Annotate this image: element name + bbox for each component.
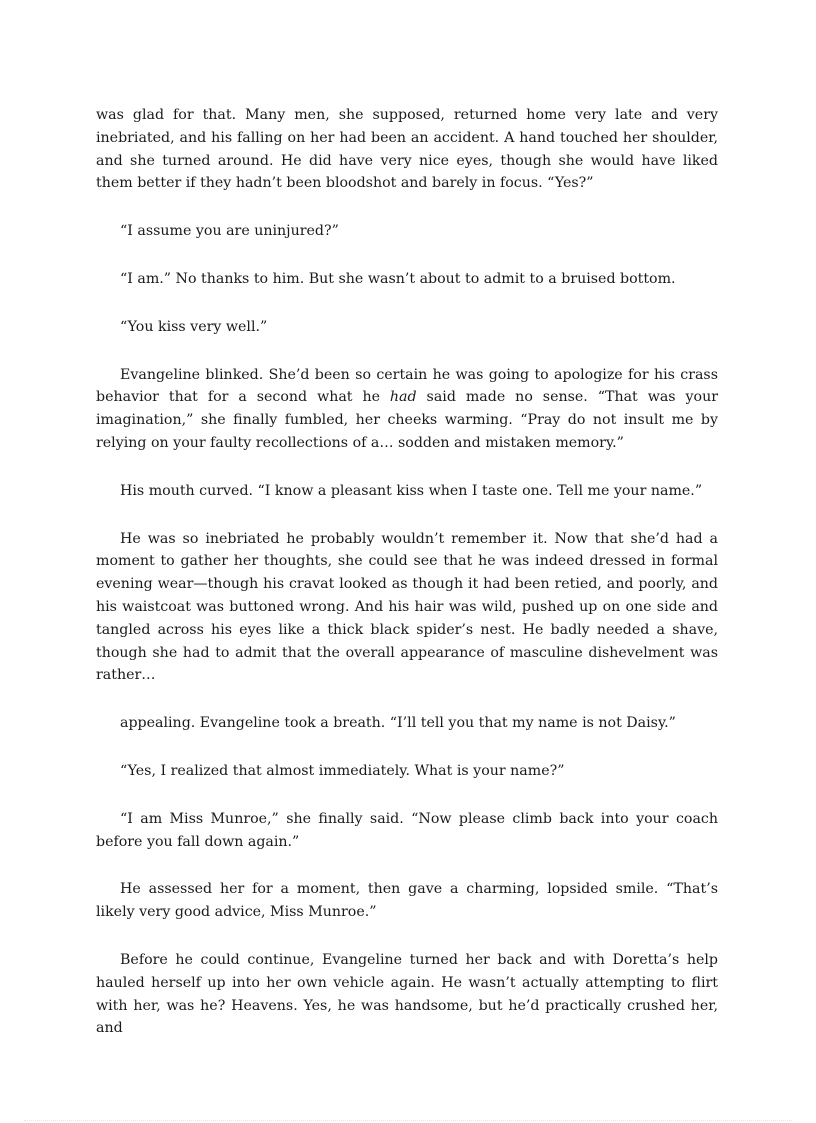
paragraph-10: “I am Miss Munroe,” she finally said. “Now please climb back into your coach before you fall down again.” [96, 810, 718, 850]
paragraph-12: Before he could continue, Evangeline turned her back and with Doretta’s help hauled herself up into her own vehicle again. He wasn’t actually attempting to flirt with her, was he? Heavens. Yes, he was handsome, but he’d practically crushed her, and [96, 951, 718, 1037]
paragraph-5-after: said made no sense. “That was your imagination,” she finally fumbled, her cheeks warming. “Pray do not insult me by relying on your faulty recollections of a… sodden and mistaken memory.” [96, 389, 718, 451]
paragraph-11: He assessed her for a moment, then gave a charming, lopsided smile. “That’s likely very good advice, Miss Munroe.” [96, 881, 718, 921]
paragraph-5-before: Evangeline blinked. She’d been so certain he was going to apologize for his crass behavior that for a second what he [96, 366, 718, 406]
paragraph-6: His mouth curved. “I know a pleasant kiss when I taste one. Tell me your name.” [120, 482, 703, 499]
paragraph-3: “I am.” No thanks to him. But she wasn’t about to admit to a bruised bottom. [120, 270, 676, 287]
paragraph-4: “You kiss very well.” [120, 318, 268, 335]
paragraph-8: appealing. Evangeline took a breath. “I’ll tell you that my name is not Daisy.” [120, 715, 676, 732]
paragraph-5 [96, 364, 718, 455]
paragraph-1: was glad for that. Many men, she supposed, returned home very late and very inebriated, and his falling on her had been an accident. A hand touched her shoulder, and she turned around. He did have very nice eyes, though she would have liked them better if they hadn’t been bloodshot and barely in focus. “Yes?” [96, 107, 718, 192]
paragraph-5-emphasis: had [389, 389, 417, 406]
paragraph-2: “I assume you are uninjured?” [120, 223, 339, 240]
paragraph-9: “Yes, I realized that almost immediately. What is your name?” [120, 762, 565, 779]
paragraph-7: He was so inebriated he probably wouldn’t remember it. Now that she’d had a moment to gather her thoughts, she could see that he was indeed dressed in formal evening wear—though his cravat looked as though it had been retied, and poorly, and his waistcoat was buttoned wrong. And his hair was wild, pushed up on one side and tangled across his eyes like a thick black spider’s nest. He badly needed a shave, though she had to admit that the overall appearance of masculine dishevelment was rather… [96, 530, 718, 684]
page-body [96, 104, 718, 1065]
page-bottom-divider [24, 1120, 792, 1121]
